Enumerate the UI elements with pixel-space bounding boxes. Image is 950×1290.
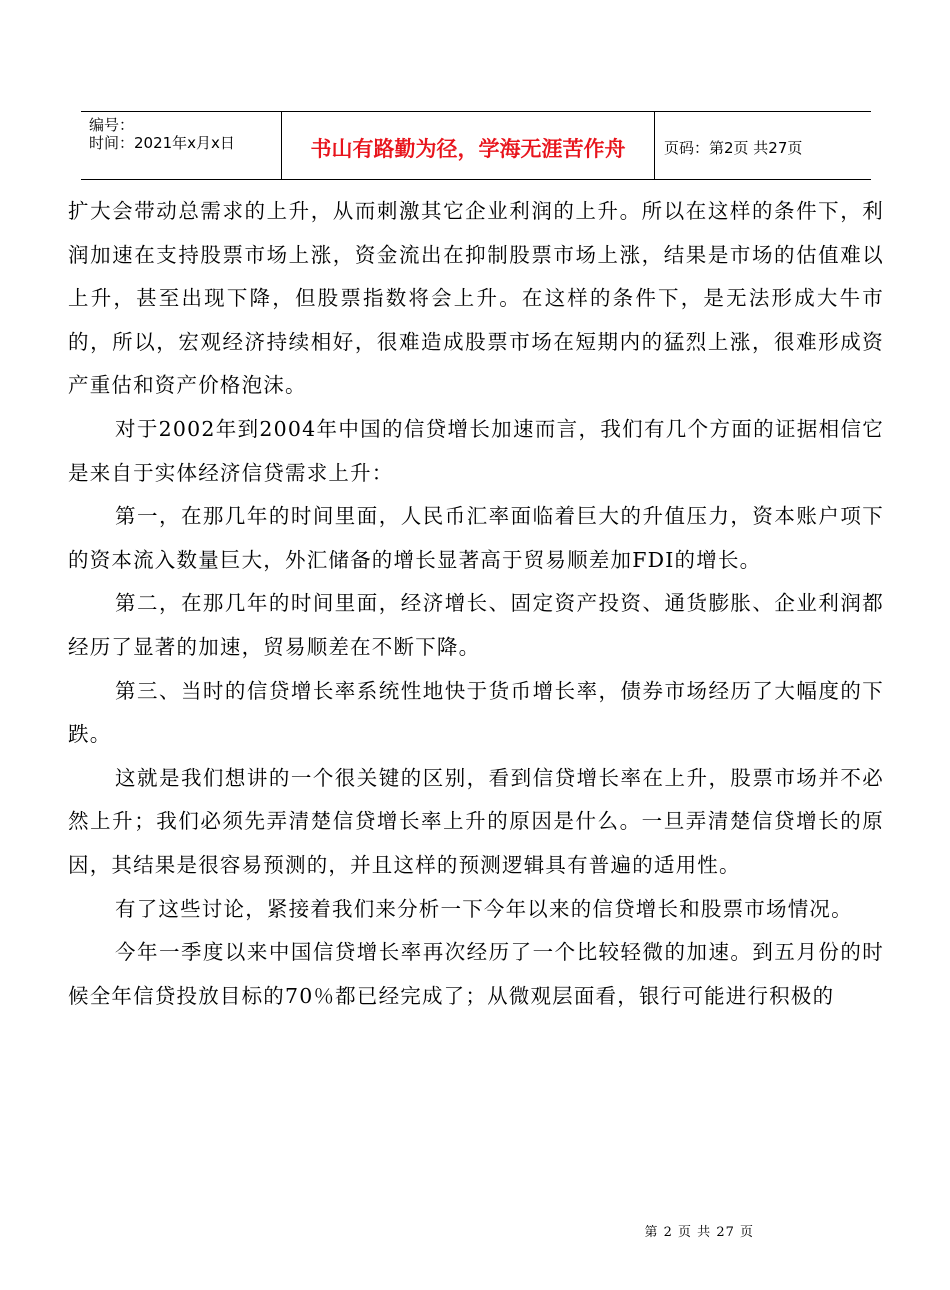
paragraph: 今年一季度以来中国信贷增长率再次经历了一个比较轻微的加速。到五月份的时候全年信贷投放目标的70％都已经完成了；从微观层面看，银行可能进行积极的 bbox=[68, 940, 884, 1008]
page-code-label: 页码：第2页 共27页 bbox=[664, 139, 803, 157]
paragraph: 对于2002年到2004年中国的信贷增长加速而言，我们有几个方面的证据相信它是来自于实体经济信贷需求上升： bbox=[68, 416, 884, 485]
paragraph: 这就是我们想讲的一个很关键的区别，看到信贷增长率在上升，股票市场并不必然上升；我们必须先弄清楚信贷增长率上升的原因是什么。一旦弄清楚信贷增长的原因，其结果是很容易预测的，并且这样的预测逻辑具有普遍的适用性。 bbox=[68, 765, 884, 877]
header-page-cell bbox=[655, 112, 871, 179]
paragraph: 第二，在那几年的时间里面，经济增长、固定资产投资、通货膨胀、企业利润都经历了显著的加速，贸易顺差在不断下降。 bbox=[68, 591, 884, 659]
motto-text: 书山有路勤为径，学海无涯苦作舟 bbox=[310, 136, 626, 161]
header-table bbox=[81, 111, 871, 180]
serial-number-label: 编号： bbox=[89, 116, 135, 134]
paragraph: 有了这些讨论，紧接着我们来分析一下今年以来的信贷增长和股票市场情况。 bbox=[115, 896, 853, 921]
page-footer: 第 2 页 共 27 页 bbox=[644, 1225, 754, 1240]
paragraph: 第一，在那几年的时间里面，人民币汇率面临着巨大的升值压力，资本账户项下的资本流入数量巨大，外汇储备的增长显著高于贸易顺差加FDI的增长。 bbox=[68, 504, 884, 572]
header-motto-cell bbox=[281, 112, 655, 179]
paragraph: 第三、当时的信贷增长率系统性地快于货币增长率，债券市场经历了大幅度的下跌。 bbox=[68, 678, 884, 747]
header-meta-cell bbox=[81, 112, 281, 179]
paragraph-continuation: 扩大会带动总需求的上升，从而刺激其它企业利润的上升。所以在这样的条件下，利润加速在支持股票市场上涨，资金流出在抑制股票市场上涨，结果是市场的估值难以上升，甚至出现下降，但股票指数将会上升。在这样的条件下，是无法形成大牛市的，所以，宏观经济持续相好，很难造成股票市场在短期内的猛烈上涨，很难形成资产重估和资产价格泡沫。 bbox=[68, 199, 884, 398]
date-label: 时间：2021年x月x日 bbox=[89, 134, 235, 152]
document-body bbox=[68, 190, 884, 1018]
